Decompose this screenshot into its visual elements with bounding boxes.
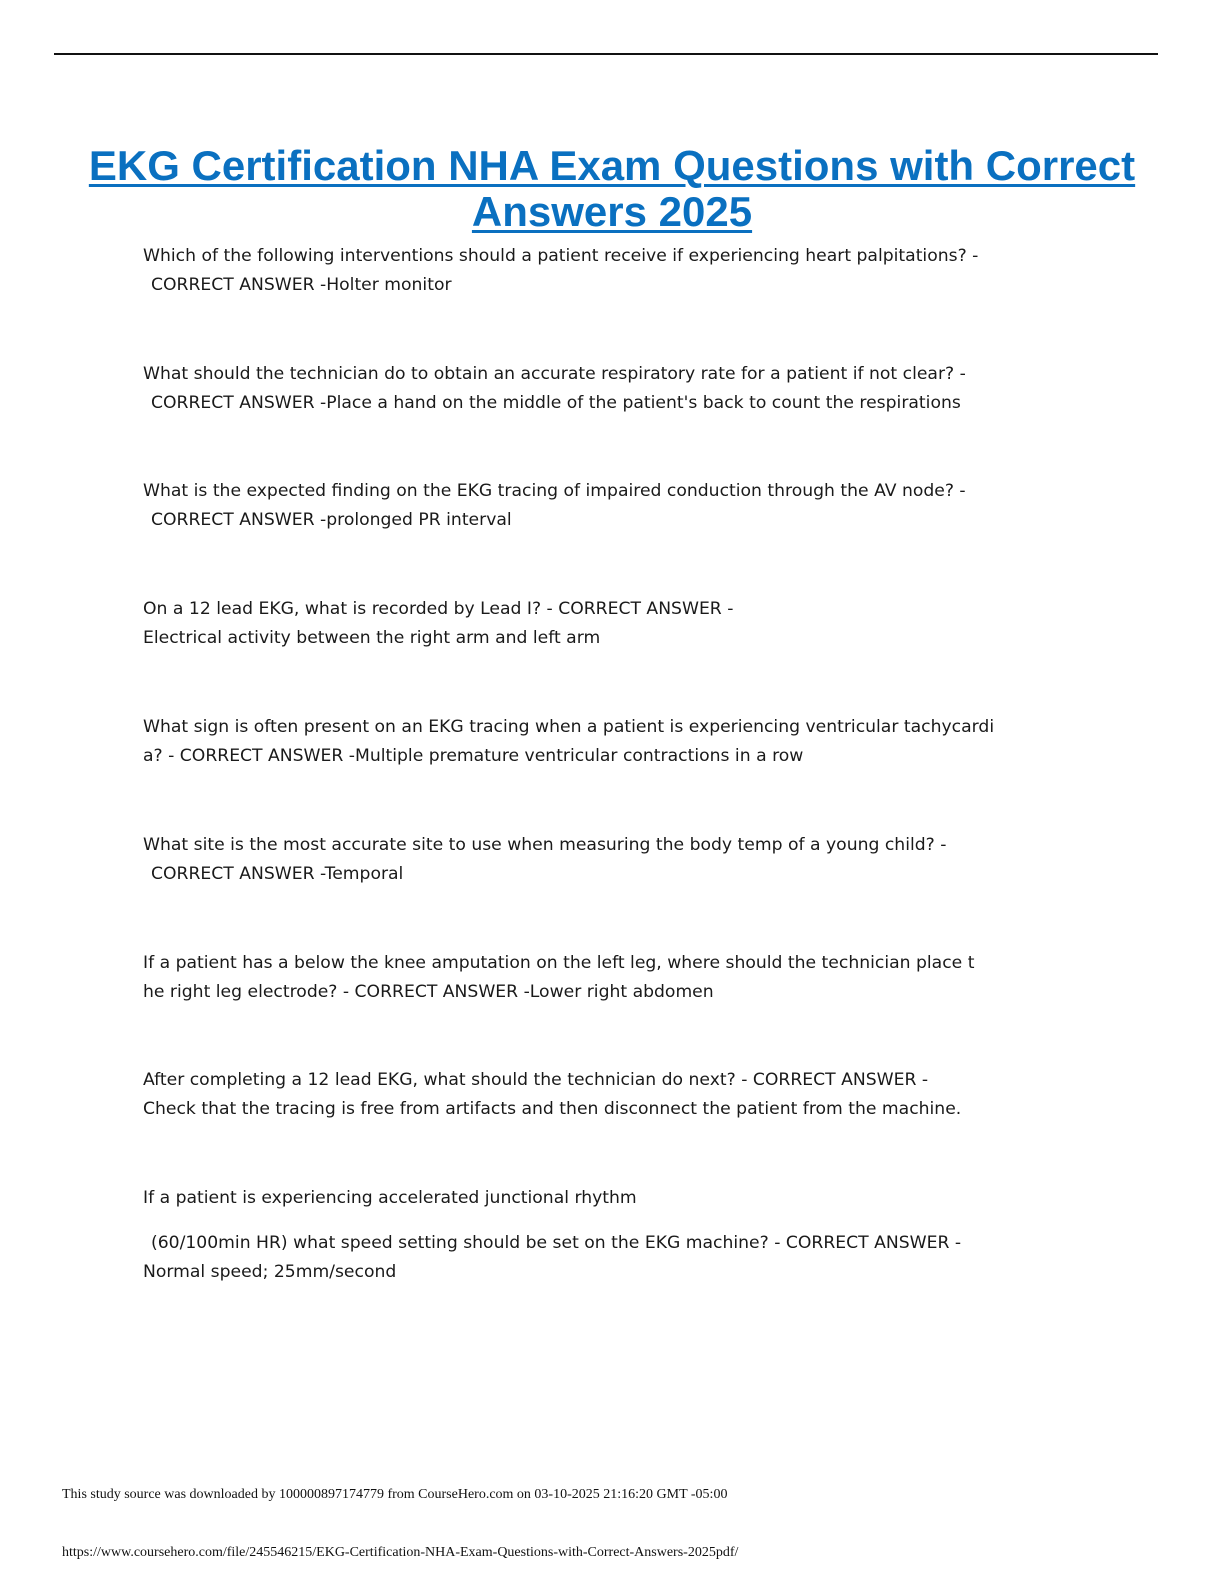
download-notice: This study source was downloaded by 100000897174779 from CourseHero.com on 03-10-2025 21:16:20 GMT -05:00 xyxy=(62,1487,728,1502)
question-text: What sign is often present on an EKG tracing when a patient is experiencing ventricular tachycardi xyxy=(143,717,995,737)
answer-text: Normal speed; 25mm/second xyxy=(143,1262,397,1282)
answer-text: CORRECT ANSWER -prolonged PR interval xyxy=(151,510,512,530)
question-text: What is the expected finding on the EKG tracing of impaired conduction through the AV node? - xyxy=(143,481,966,501)
question-text: Which of the following interventions should a patient receive if experiencing heart palpitations? - xyxy=(143,246,979,266)
answer-text: CORRECT ANSWER -Holter monitor xyxy=(151,275,452,295)
question-text: What site is the most accurate site to use when measuring the body temp of a young child? - xyxy=(143,835,947,855)
qa-item xyxy=(143,949,1063,1007)
qa-item xyxy=(143,1066,1063,1124)
answer-text: Electrical activity between the right arm and left arm xyxy=(143,628,601,648)
question-text: If a patient is experiencing accelerated junctional rhythm xyxy=(143,1188,637,1208)
question-text: On a 12 lead EKG, what is recorded by Lead I? - CORRECT ANSWER - xyxy=(143,599,734,619)
answer-text: Check that the tracing is free from artifacts and then disconnect the patient from the machine. xyxy=(143,1099,962,1119)
answer-text: CORRECT ANSWER -Temporal xyxy=(151,864,404,884)
qa-item xyxy=(143,477,1063,535)
source-url-link[interactable]: https://www.coursehero.com/file/245546215/EKG-Certification-NHA-Exam-Questions-with-Correct-Answers-2025pdf/ xyxy=(62,1545,739,1560)
qa-item xyxy=(143,242,1063,300)
answer-text: CORRECT ANSWER -Place a hand on the middle of the patient's back to count the respirations xyxy=(151,393,961,413)
document-title: EKG Certification NHA Exam Questions with Correct Answers 2025 xyxy=(88,142,1136,235)
qa-item xyxy=(143,831,1063,889)
answer-text: he right leg electrode? - CORRECT ANSWER -Lower right abdomen xyxy=(143,982,714,1002)
question-text: What should the technician do to obtain an accurate respiratory rate for a patient if not clear? - xyxy=(143,364,966,384)
question-text: After completing a 12 lead EKG, what should the technician do next? - CORRECT ANSWER - xyxy=(143,1070,929,1090)
top-rule xyxy=(54,53,1158,55)
qa-item xyxy=(143,595,1063,653)
question-text-continued: (60/100min HR) what speed setting should be set on the EKG machine? - CORRECT ANSWER - xyxy=(151,1233,962,1253)
qa-item xyxy=(143,1184,1063,1287)
question-text: If a patient has a below the knee amputation on the left leg, where should the technician place t xyxy=(143,953,975,973)
answer-text: a? - CORRECT ANSWER -Multiple premature ventricular contractions in a row xyxy=(143,746,804,766)
qa-item xyxy=(143,713,1063,771)
qa-item xyxy=(143,360,1063,418)
